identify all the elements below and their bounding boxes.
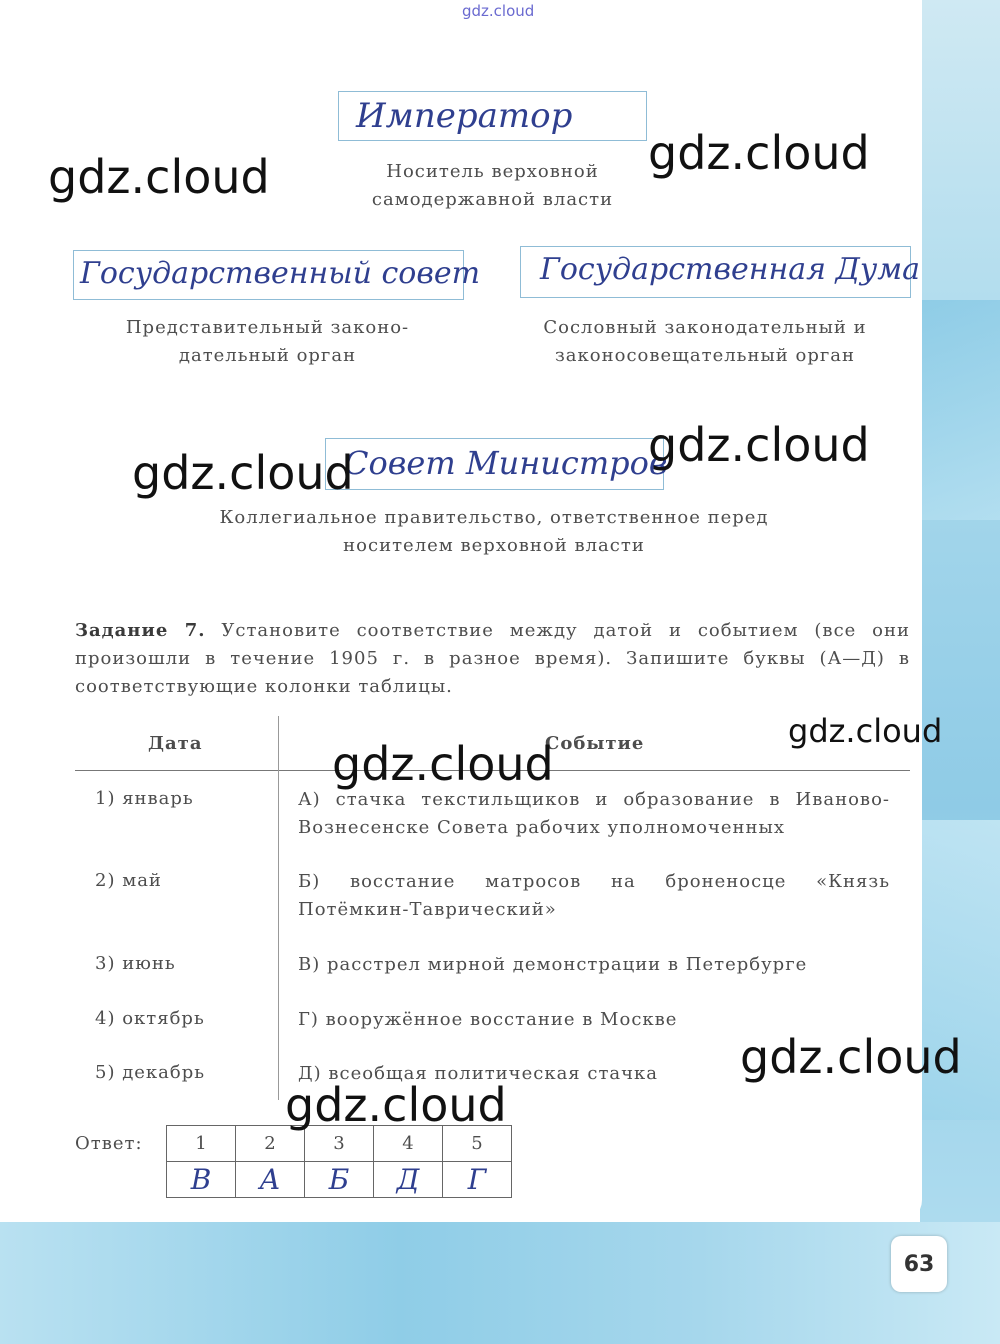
caption-line: Сословный законодательный и: [543, 317, 867, 338]
watermark-top: gdz.cloud: [462, 2, 535, 20]
handwritten-answer-ministers: Совет Министров: [344, 444, 668, 482]
task-label: Задание 7.: [75, 620, 206, 641]
table-row-date: 1) январь: [95, 788, 194, 809]
caption-line: Представительный законо-: [125, 317, 410, 338]
watermark: gdz.cloud: [788, 712, 943, 750]
handwritten-answer-state-council: Государственный совет: [80, 256, 481, 291]
watermark: gdz.cloud: [648, 126, 870, 180]
caption-line: законосовещательный орган: [554, 345, 856, 366]
answer-number: 3: [305, 1126, 374, 1162]
caption-line: самодержавной власти: [371, 189, 614, 210]
watermark: gdz.cloud: [740, 1030, 962, 1084]
answer-number: 2: [236, 1126, 305, 1162]
answer-label: Ответ:: [75, 1133, 143, 1154]
handwritten-answer-duma: Государственная Дума: [540, 252, 921, 287]
answer-letter: Д: [374, 1162, 443, 1198]
caption-line: Коллегиальное правительство, ответственное перед: [219, 507, 769, 528]
table-row-event: Д) всеобщая политическая стачка: [298, 1063, 659, 1084]
table-row-event: Г) вооружённое восстание в Москве: [298, 1009, 678, 1030]
caption-line: Носитель верховной: [386, 161, 599, 182]
answer-number: 4: [374, 1126, 443, 1162]
handwritten-answer-emperor: Император: [356, 96, 573, 136]
watermark: gdz.cloud: [48, 150, 270, 204]
watermark: gdz.cloud: [648, 418, 870, 472]
page-number: 63: [891, 1236, 947, 1292]
task-instructions: Установите соответствие между датой и событием (все они произошли в течение 1905 г. в разное время). Запишите буквы (А—Д) в соответствующие колонки таблицы.: [75, 620, 911, 697]
table-column-divider: [278, 716, 279, 1100]
caption-state-council: [73, 314, 462, 370]
answer-letters-row: [167, 1162, 512, 1198]
watermark: gdz.cloud: [285, 1078, 507, 1132]
table-row-event: В) расстрел мирной демонстрации в Петербурге: [298, 954, 808, 975]
table-row-event: Б) восстание матросов на броненосце «Князь Потёмкин-Таврический»: [298, 871, 890, 920]
watermark: gdz.cloud: [132, 446, 354, 500]
answer-letter: В: [167, 1162, 236, 1198]
caption-line: носителем верховной власти: [343, 535, 645, 556]
answer-table: [166, 1125, 512, 1198]
page-bottom-decoration: [0, 1222, 1000, 1344]
column-header-date: Дата: [148, 733, 203, 754]
caption-line: дательный орган: [178, 345, 357, 366]
caption-ministers: [180, 504, 808, 560]
table-row-date: 2) май: [95, 870, 162, 891]
table-row-date: 5) декабрь: [95, 1062, 206, 1083]
answer-letter: Г: [443, 1162, 512, 1198]
answer-letter: Б: [305, 1162, 374, 1198]
page-side-decoration: [920, 0, 1000, 1344]
watermark: gdz.cloud: [332, 737, 554, 791]
decor-facet: [920, 300, 1000, 520]
caption-duma: [515, 314, 895, 370]
answer-number: 5: [443, 1126, 512, 1162]
answer-letter: А: [236, 1162, 305, 1198]
caption-emperor: [330, 158, 655, 214]
table-row-date: 3) июнь: [95, 953, 176, 974]
answer-number: 1: [167, 1126, 236, 1162]
table-row-event: А) стачка текстильщиков и образование в Иваново-Вознесенске Совета рабочих уполномоченных: [298, 789, 890, 838]
column-header-event: Событие: [545, 733, 645, 754]
task-7-text: [75, 617, 910, 701]
table-row-date: 4) октябрь: [95, 1008, 205, 1029]
